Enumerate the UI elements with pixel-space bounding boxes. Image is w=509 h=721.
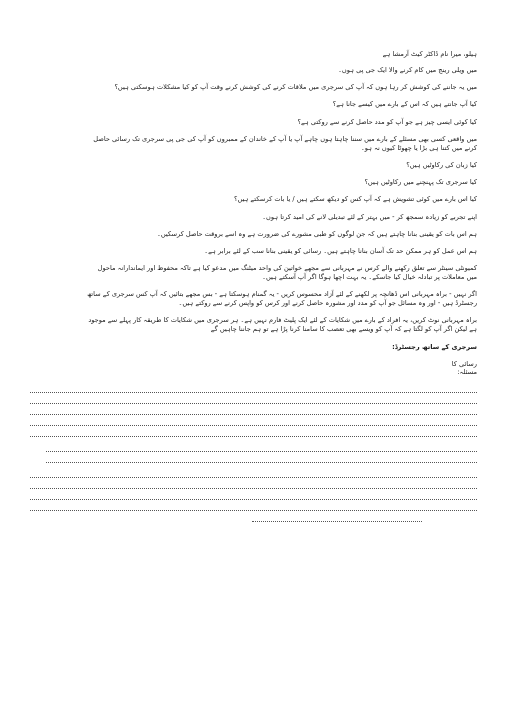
paragraph-line: کیا آپ جانتے ہیں کہ اس کے بارے میں کیسے جانا ہے؟	[332, 100, 477, 109]
writing-line[interactable]	[30, 426, 477, 437]
paragraph	[30, 195, 477, 204]
paragraph	[30, 66, 477, 75]
writing-line[interactable]	[30, 500, 477, 511]
paragraph	[30, 343, 477, 352]
paragraph-line: سرجری کے ساتھ رجسٹرڈ:	[392, 342, 477, 351]
paragraph-line: رجسٹرڈ ہیں - اور وہ مسائل جو آپ کو مدد اور مشورہ حاصل کرنے اور کرس کو واپس کرنے سے روکتے ہیں۔	[178, 299, 477, 308]
writing-line[interactable]	[30, 467, 477, 478]
blank-writing-lines[interactable]	[30, 382, 477, 522]
writing-line[interactable]	[46, 452, 477, 463]
paragraph-line: اگر نہیں - براہ مہربانی اس ڈھانچہ پر لکھنے کے لئے آزاد محسوس کریں - یہ گمنام ہوسکتا ہے - بس مجھے بتائیں کہ آپ کس سرجری کے ساتھ	[87, 290, 477, 299]
paragraph-line: میں ویلی رینج میں کام کرنے والا ایک جی پی ہوں۔	[338, 66, 477, 74]
paragraph	[30, 100, 477, 109]
paragraph	[30, 178, 477, 187]
paragraph-line: کیا سرجری تک پہنچنے میں رکاوٹیں ہیں؟	[364, 178, 477, 187]
form-label-line-2: مسئلہ:	[457, 367, 477, 376]
paragraph-line: ہیلو، میرا نام ڈاکٹر کیٹ آرمشا ہے	[382, 50, 477, 58]
paragraph	[30, 83, 477, 92]
paragraph-line: ہے لیکن اگر آپ کو لگتا ہے کہ آپ کو ویسے بھی تعصب کا سامنا کرنا پڑا ہے تو ہم جاننا چاہیں گے	[210, 325, 477, 334]
paragraph-line: ہم اس بات کو یقینی بنانا چاہتے ہیں کہ جن لوگوں کو طبی مشورے کی ضرورت ہے وہ اسے بروقت حاصل کرسکیں۔	[156, 229, 477, 238]
paragraph-line: کیا زبان کی رکاوٹیں ہیں؟	[406, 160, 477, 169]
paragraph-line: ہم اس عمل کو ہر ممکن حد تک آسان بنانا چاہتے ہیں۔ رسائی کو یقینی بنانا سب کے لئے برابر ہے۔	[204, 246, 477, 255]
writing-line[interactable]	[30, 393, 477, 404]
paragraph-line: کمیونٹی سینٹر سے تعلق رکھنے والے کرس نے مہربانی سے مجھے خواتین کی واحد میٹنگ میں مدعو کیا ہے تاکہ محفوظ اور ایماندارانہ ماحول	[97, 264, 477, 273]
paragraph	[30, 290, 477, 308]
paragraph-line: اپنے تجربے کو زیادہ سمجھ کر - میں بہتر کے لئے تبدیلی لانے کی امید کرتا ہوں۔	[262, 212, 477, 221]
paragraph	[30, 213, 477, 222]
greeting-line	[30, 50, 477, 59]
paragraph-line: کرنے میں کتنا ہی بڑا یا چھوٹا کیوں نہ ہو۔	[360, 143, 477, 152]
paragraph	[30, 230, 477, 239]
paragraph	[30, 135, 477, 153]
writing-line[interactable]	[46, 441, 477, 452]
form-label-line-1: رسائی کا	[451, 359, 477, 368]
paragraph-line: میں واقعی کسی بھی مسئلے کے بارے میں سننا چاہتا ہوں چاہے آپ یا آپ کے خاندان کے ممبروں کو آپ کی جی پی سرجری تک رسائی حاصل	[93, 134, 477, 143]
paragraph-line: کیا کوئی ایسی چیز ہے جو آپ کو مدد حاصل کرنے سے روکتی ہے؟	[297, 117, 477, 126]
writing-line[interactable]	[30, 404, 477, 415]
paragraph	[30, 247, 477, 256]
letter-body	[30, 50, 477, 352]
writing-line[interactable]	[30, 382, 477, 393]
writing-line[interactable]	[30, 478, 477, 489]
paragraph	[30, 316, 477, 334]
paragraph-line: کیا اس بارے میں کوئی تشویش ہے کہ آپ کس کو دیکھ سکتے ہیں / یا بات کرسکتے ہیں؟	[233, 195, 477, 204]
paragraph-line: براہ مہربانی نوٹ کریں، یہ افراد کے بارے میں شکایات کے لئے ایک پلیٹ فارم نہیں ہے۔ ہر سرجری میں شکایات کا طریقہ کار پہلے سے موجود	[88, 316, 477, 325]
writing-line[interactable]	[252, 511, 422, 522]
paragraph	[30, 161, 477, 170]
paragraph	[30, 118, 477, 127]
paragraph	[30, 264, 477, 282]
paragraph-line: میں یہ جاننے کی کوشش کر رہا ہوں کہ آپ کی سرجری میں ملاقات کرنے کی کوشش کرنے وقت آپ کو کیا مشکلات ہوسکتی ہیں؟	[114, 83, 477, 92]
writing-line[interactable]	[30, 489, 477, 500]
paragraph-line: میں معاملات پر تبادلہ خیال کیا جاسکے۔ یہ بہت اچھا ہوگا اگر آپ آسکتے ہیں۔	[262, 273, 477, 282]
writing-line[interactable]	[30, 415, 477, 426]
access-issue-label	[30, 360, 477, 376]
